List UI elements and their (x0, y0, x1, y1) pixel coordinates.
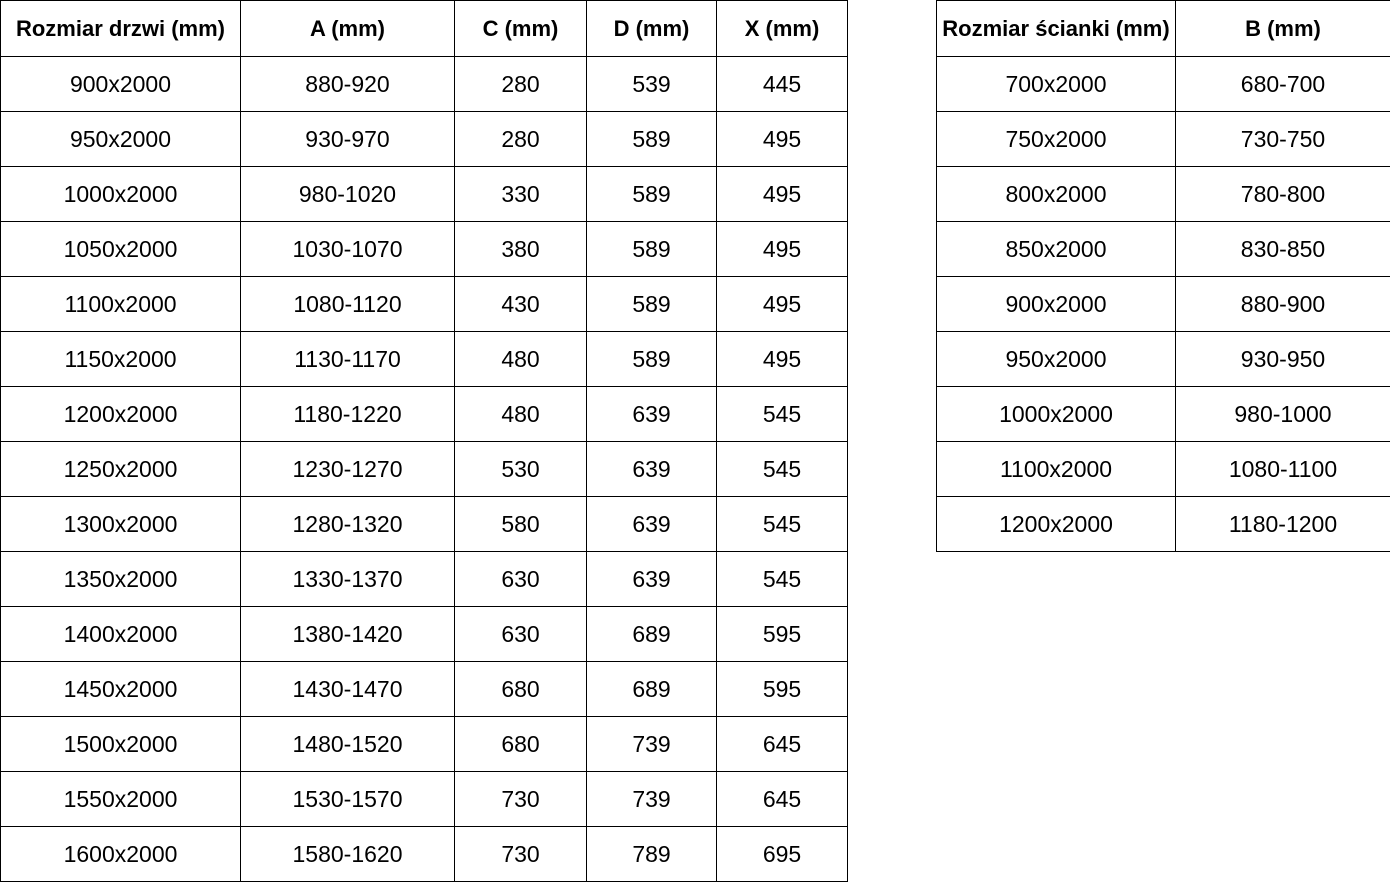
table-row (1, 57, 848, 112)
table-row (1, 827, 848, 882)
table-cell: 530 (455, 442, 587, 497)
table-row (937, 332, 1390, 387)
table-row (1, 387, 848, 442)
table-cell: 700x2000 (937, 57, 1176, 112)
table-cell: 495 (717, 277, 848, 332)
table-cell: 689 (587, 607, 717, 662)
table-cell: 580 (455, 497, 587, 552)
table-cell: 495 (717, 112, 848, 167)
table-row (1, 717, 848, 772)
table-cell: 639 (587, 442, 717, 497)
table-cell: 1080-1100 (1176, 442, 1390, 497)
table-cell: 1180-1220 (241, 387, 455, 442)
table-cell: 589 (587, 332, 717, 387)
table-row (1, 772, 848, 827)
table-cell: 1430-1470 (241, 662, 455, 717)
table-cell: 589 (587, 277, 717, 332)
table-cell: 730 (455, 772, 587, 827)
table-cell: 980-1000 (1176, 387, 1390, 442)
table-row (1, 167, 848, 222)
table-cell: 545 (717, 387, 848, 442)
table-cell: 595 (717, 662, 848, 717)
table-cell: 280 (455, 112, 587, 167)
table-cell: 639 (587, 497, 717, 552)
table-cell: 1100x2000 (1, 277, 241, 332)
table-cell: 589 (587, 112, 717, 167)
table-cell: 900x2000 (937, 277, 1176, 332)
table-cell: 880-920 (241, 57, 455, 112)
door-size-header: Rozmiar drzwi (mm) (1, 1, 241, 57)
table-cell: 850x2000 (937, 222, 1176, 277)
table-cell: 589 (587, 167, 717, 222)
table-cell: 1530-1570 (241, 772, 455, 827)
table-cell: 645 (717, 772, 848, 827)
table-cell: 880-900 (1176, 277, 1390, 332)
table-cell: 1480-1520 (241, 717, 455, 772)
table-cell: 950x2000 (1, 112, 241, 167)
table-row (937, 167, 1390, 222)
table-cell: 680 (455, 717, 587, 772)
table-cell: 1580-1620 (241, 827, 455, 882)
table-cell: 789 (587, 827, 717, 882)
table-row (937, 442, 1390, 497)
table-cell: 739 (587, 717, 717, 772)
table-cell: 1180-1200 (1176, 497, 1390, 552)
table-cell: 445 (717, 57, 848, 112)
table-cell: 630 (455, 552, 587, 607)
table-cell: 380 (455, 222, 587, 277)
table-cell: 1350x2000 (1, 552, 241, 607)
table-cell: 595 (717, 607, 848, 662)
table-cell: 1200x2000 (1, 387, 241, 442)
table-cell: 545 (717, 497, 848, 552)
table-cell: 645 (717, 717, 848, 772)
table-cell: 680-700 (1176, 57, 1390, 112)
table-cell: 780-800 (1176, 167, 1390, 222)
table-cell: 495 (717, 332, 848, 387)
table-cell: 930-950 (1176, 332, 1390, 387)
table-row (1, 277, 848, 332)
table-cell: 495 (717, 167, 848, 222)
table-cell: 750x2000 (937, 112, 1176, 167)
table-cell: 480 (455, 387, 587, 442)
table-cell: 730-750 (1176, 112, 1390, 167)
table-row (1, 112, 848, 167)
table-row (1, 552, 848, 607)
table-cell: 539 (587, 57, 717, 112)
dimension-b-header: B (mm) (1176, 1, 1390, 57)
table-cell: 980-1020 (241, 167, 455, 222)
table-row (937, 57, 1390, 112)
table-cell: 1080-1120 (241, 277, 455, 332)
table-cell: 680 (455, 662, 587, 717)
table-cell: 1380-1420 (241, 607, 455, 662)
table-cell: 639 (587, 387, 717, 442)
table-cell: 545 (717, 442, 848, 497)
table-cell: 1500x2000 (1, 717, 241, 772)
table-cell: 1250x2000 (1, 442, 241, 497)
table-cell: 950x2000 (937, 332, 1176, 387)
table-row (937, 277, 1390, 332)
table-row (1, 497, 848, 552)
table-cell: 1400x2000 (1, 607, 241, 662)
table-cell: 1030-1070 (241, 222, 455, 277)
table-cell: 830-850 (1176, 222, 1390, 277)
table-row (1, 662, 848, 717)
table-row (937, 112, 1390, 167)
table-cell: 480 (455, 332, 587, 387)
table-cell: 1600x2000 (1, 827, 241, 882)
dimension-x-header: X (mm) (717, 1, 848, 57)
table-cell: 1550x2000 (1, 772, 241, 827)
table-row (1, 607, 848, 662)
table-cell: 1100x2000 (937, 442, 1176, 497)
table-row (937, 222, 1390, 277)
table-cell: 430 (455, 277, 587, 332)
table-cell: 589 (587, 222, 717, 277)
table-cell: 1450x2000 (1, 662, 241, 717)
table-cell: 1000x2000 (937, 387, 1176, 442)
table-row (937, 387, 1390, 442)
table-cell: 1050x2000 (1, 222, 241, 277)
table-row (1, 442, 848, 497)
table-cell: 639 (587, 552, 717, 607)
wall-size-header: Rozmiar ścianki (mm) (937, 1, 1176, 57)
table-cell: 900x2000 (1, 57, 241, 112)
table-cell: 630 (455, 607, 587, 662)
dimension-d-header: D (mm) (587, 1, 717, 57)
table-header-row (937, 1, 1390, 57)
table-header-row (1, 1, 848, 57)
table-cell: 730 (455, 827, 587, 882)
table-row (937, 497, 1390, 552)
table-cell: 739 (587, 772, 717, 827)
table-cell: 1000x2000 (1, 167, 241, 222)
table-cell: 280 (455, 57, 587, 112)
table-row (1, 332, 848, 387)
table-cell: 800x2000 (937, 167, 1176, 222)
table-cell: 330 (455, 167, 587, 222)
wall-sizes-table (936, 0, 1390, 552)
table-cell: 1130-1170 (241, 332, 455, 387)
table-cell: 545 (717, 552, 848, 607)
dimension-a-header: A (mm) (241, 1, 455, 57)
table-cell: 1280-1320 (241, 497, 455, 552)
table-cell: 695 (717, 827, 848, 882)
table-row (1, 222, 848, 277)
table-cell: 1300x2000 (1, 497, 241, 552)
table-cell: 689 (587, 662, 717, 717)
table-cell: 495 (717, 222, 848, 277)
table-cell: 1330-1370 (241, 552, 455, 607)
table-cell: 1200x2000 (937, 497, 1176, 552)
table-cell: 930-970 (241, 112, 455, 167)
table-cell: 1230-1270 (241, 442, 455, 497)
table-cell: 1150x2000 (1, 332, 241, 387)
dimension-c-header: C (mm) (455, 1, 587, 57)
